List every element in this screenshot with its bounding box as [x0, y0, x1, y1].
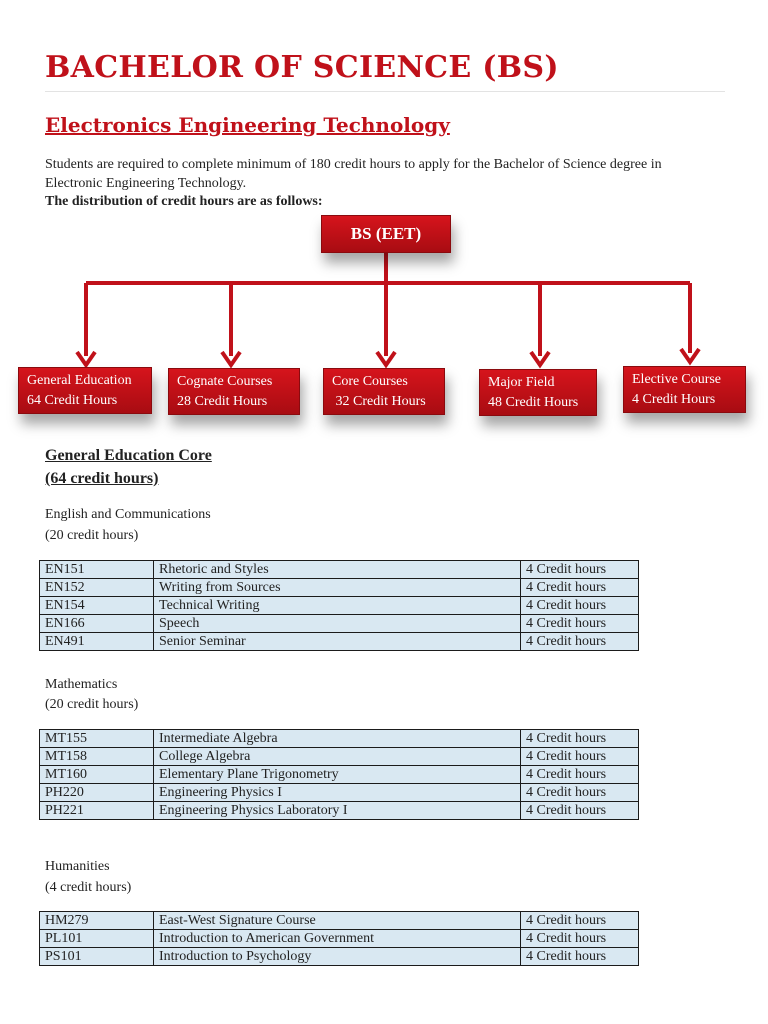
- course-title: Rhetoric and Styles: [154, 561, 521, 579]
- chart-root-box: BS (EET): [321, 215, 451, 253]
- intro-line-1: Students are required to complete minimum of 180 credit hours to apply for the Bachelor of Science degree in: [45, 157, 662, 172]
- table-row: [40, 930, 639, 948]
- table-row: [40, 561, 639, 579]
- chart-box-core: [323, 368, 445, 415]
- course-credits: 4 Credit hours: [521, 730, 639, 748]
- table-row: [40, 579, 639, 597]
- box-label: Core Courses: [332, 374, 408, 389]
- course-credits: 4 Credit hours: [521, 930, 639, 948]
- course-code: EN151: [40, 561, 154, 579]
- course-code: PL101: [40, 930, 154, 948]
- table-row: [40, 766, 639, 784]
- gen-ed-heading: General Education Core: [45, 447, 212, 464]
- chart-box-cognate: [168, 368, 300, 415]
- section-title-humanities: Humanities: [45, 859, 110, 874]
- box-label: Major Field: [488, 375, 555, 390]
- course-title: College Algebra: [154, 748, 521, 766]
- table-row: [40, 802, 639, 820]
- table-row: [40, 948, 639, 966]
- course-title: Introduction to American Government: [154, 930, 521, 948]
- course-code: EN154: [40, 597, 154, 615]
- course-code: PH221: [40, 802, 154, 820]
- course-code: EN152: [40, 579, 154, 597]
- course-title: Elementary Plane Trigonometry: [154, 766, 521, 784]
- section-title-mathematics: Mathematics: [45, 677, 118, 692]
- course-code: EN491: [40, 633, 154, 651]
- table-row: [40, 784, 639, 802]
- section-hours-humanities: (4 credit hours): [45, 880, 132, 895]
- course-credits: 4 Credit hours: [521, 579, 639, 597]
- connector-lines: [86, 253, 690, 356]
- section-hours-mathematics: (20 credit hours): [45, 697, 139, 712]
- box-hours: 64 Credit Hours: [27, 393, 118, 408]
- section-title-english: English and Communications: [45, 507, 211, 522]
- table-row: [40, 748, 639, 766]
- course-title: Engineering Physics Laboratory I: [154, 802, 521, 820]
- course-credits: 4 Credit hours: [521, 561, 639, 579]
- course-code: MT158: [40, 748, 154, 766]
- chart-box-general-education: [18, 367, 152, 414]
- course-credits: 4 Credit hours: [521, 912, 639, 930]
- box-hours: 28 Credit Hours: [177, 394, 268, 409]
- course-code: EN166: [40, 615, 154, 633]
- course-title: Engineering Physics I: [154, 784, 521, 802]
- box-hours: 4 Credit Hours: [632, 392, 716, 407]
- chart-box-major: [479, 369, 597, 416]
- course-credits: 4 Credit hours: [521, 948, 639, 966]
- table-row: [40, 633, 639, 651]
- course-title: Technical Writing: [154, 597, 521, 615]
- box-label: Elective Course: [632, 372, 722, 387]
- program-subtitle: Electronics Engineering Technology: [45, 113, 450, 137]
- course-table-humanities: [39, 911, 639, 966]
- course-title: Senior Seminar: [154, 633, 521, 651]
- course-code: MT155: [40, 730, 154, 748]
- course-credits: 4 Credit hours: [521, 766, 639, 784]
- course-code: HM279: [40, 912, 154, 930]
- chart-box-elective: [623, 366, 746, 413]
- course-credits: 4 Credit hours: [521, 633, 639, 651]
- table-row: [40, 730, 639, 748]
- course-credits: 4 Credit hours: [521, 748, 639, 766]
- course-credits: 4 Credit hours: [521, 597, 639, 615]
- page-title: BACHELOR OF SCIENCE (BS): [45, 50, 559, 85]
- course-code: PH220: [40, 784, 154, 802]
- course-title: Speech: [154, 615, 521, 633]
- section-hours-english: (20 credit hours): [45, 528, 139, 543]
- course-title: East-West Signature Course: [154, 912, 521, 930]
- course-table-english: [39, 560, 639, 651]
- box-label: Cognate Courses: [177, 374, 273, 389]
- box-hours: 48 Credit Hours: [488, 395, 579, 410]
- course-title: Intermediate Algebra: [154, 730, 521, 748]
- table-row: [40, 597, 639, 615]
- course-credits: 4 Credit hours: [521, 802, 639, 820]
- table-row: [40, 615, 639, 633]
- course-code: PS101: [40, 948, 154, 966]
- box-label: General Education: [27, 373, 132, 388]
- course-code: MT160: [40, 766, 154, 784]
- course-table-mathematics: [39, 729, 639, 820]
- gen-ed-hours-heading: (64 credit hours): [45, 470, 159, 487]
- course-credits: 4 Credit hours: [521, 784, 639, 802]
- course-credits: 4 Credit hours: [521, 615, 639, 633]
- box-hours: 32 Credit Hours: [332, 394, 426, 409]
- course-title: Introduction to Psychology: [154, 948, 521, 966]
- table-row: [40, 912, 639, 930]
- intro-line-2: Electronic Engineering Technology.: [45, 176, 247, 191]
- intro-bold-line: The distribution of credit hours are as follows:: [45, 194, 323, 209]
- course-title: Writing from Sources: [154, 579, 521, 597]
